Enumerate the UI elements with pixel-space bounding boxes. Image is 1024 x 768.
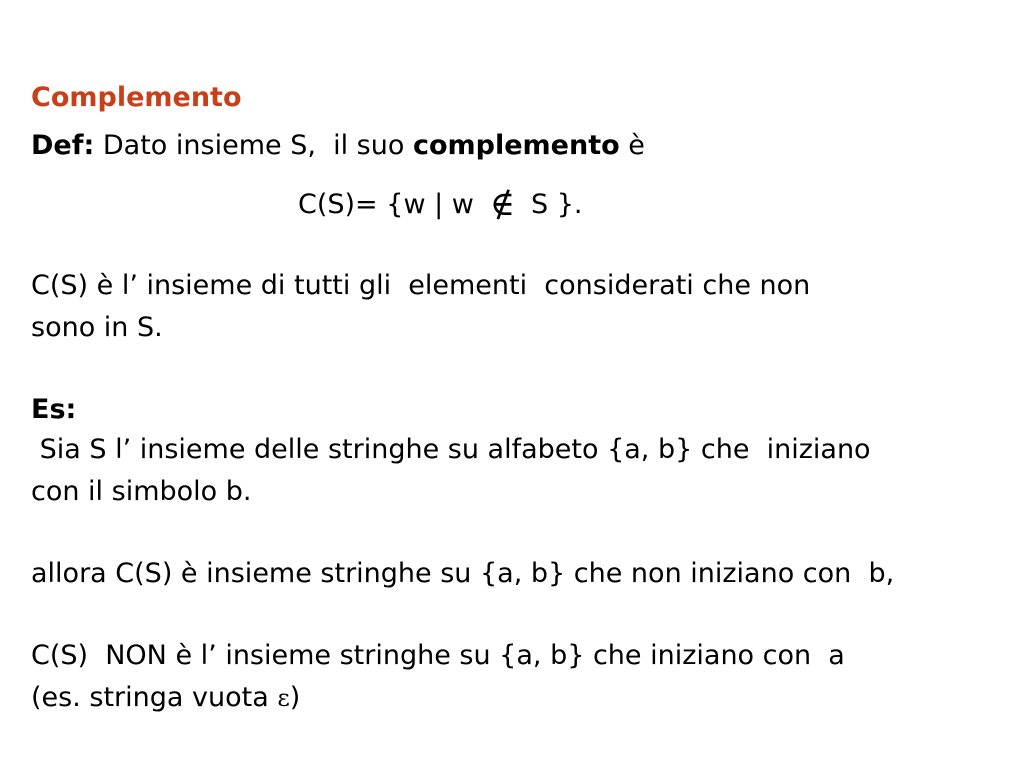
slide-title: Complemento xyxy=(31,82,242,113)
note-line-2 xyxy=(31,678,300,718)
conclusion-line: allora C(S) è insieme stringhe su {a, b} che non iniziano con b, xyxy=(31,558,895,589)
epsilon-symbol: ε xyxy=(277,684,290,712)
example-label: Es: xyxy=(31,394,77,425)
definition-line xyxy=(31,126,645,166)
note-text: (es. stringa vuota xyxy=(31,682,278,713)
definition-text-after: è xyxy=(619,130,645,161)
explanation-line-1: C(S) è l’ insieme di tutti gli elementi considerati che non xyxy=(31,270,811,301)
formula-left: C(S)= {w | w xyxy=(298,189,483,220)
not-in-symbol: ∉ xyxy=(489,184,516,224)
explanation-line-2: sono in S. xyxy=(31,312,163,343)
definition-keyword: complemento xyxy=(412,130,620,161)
example-line-1: Sia S l’ insieme delle stringhe su alfabeto {a, b} che iniziano xyxy=(31,434,871,465)
definition-label: Def: xyxy=(31,130,95,161)
definition-text: Dato insieme S, il suo xyxy=(102,130,413,161)
note-line-1: C(S) NON è l’ insieme stringhe su {a, b} che iniziano con a xyxy=(31,640,845,671)
example-line-2: con il simbolo b. xyxy=(31,476,252,507)
note-close: ) xyxy=(289,682,301,713)
complement-formula xyxy=(298,182,583,225)
formula-right: S }. xyxy=(522,189,583,220)
